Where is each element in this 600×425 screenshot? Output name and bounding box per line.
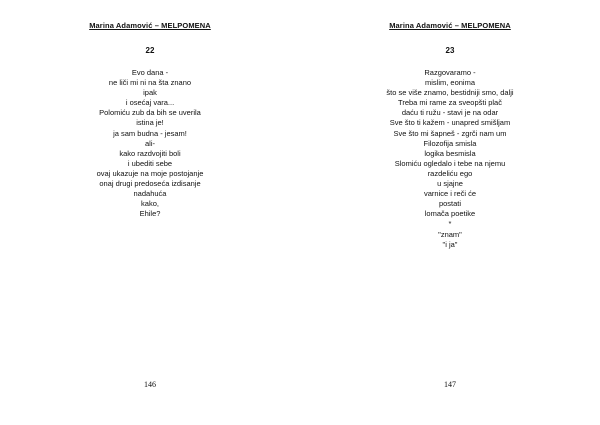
poem-line: nadahuća — [133, 189, 167, 199]
poem-line: Evo dana - — [131, 68, 169, 77]
poem-line: ovaj ukazuje na moje postojanje — [96, 168, 204, 178]
poem-line: "i ja" — [442, 239, 458, 249]
poem-text — [0, 68, 300, 219]
poem-line: kako razdvojiti boli — [119, 148, 181, 158]
poem-line: postati — [438, 199, 462, 209]
poem-line: Treba mi rame za sveopšti plač — [398, 98, 502, 108]
poem-text — [300, 68, 600, 250]
poem-line: u sjajne — [437, 179, 463, 189]
poem-line: razdeliću ego — [427, 168, 473, 178]
poem-line: daću ti ružu - stavi je na odar — [401, 108, 499, 118]
poem-line: Slomiću ogledalo i tebe na njemu — [394, 158, 506, 168]
poem-line: istina je! — [136, 118, 164, 128]
poem-line: onaj drugi predoseća izdisanje — [99, 179, 201, 189]
poem-line: "znam" — [438, 229, 462, 239]
poem-line: i ubediti sebe — [127, 158, 173, 168]
poem-line: ne liči mi ni na šta znano — [108, 78, 192, 88]
page-header: Marina Adamović – MELPOMENA — [89, 21, 211, 30]
poem-line: Polomiću zub da bih se uverila — [99, 108, 201, 118]
page-header: Marina Adamović – MELPOMENA — [389, 21, 511, 30]
poem-line: što se više znamo, bestidniji smo, dalji — [386, 88, 514, 98]
poem-line: ipak — [143, 88, 157, 98]
poem-line: kako, — [141, 199, 159, 209]
poem-line: varnice i reči će — [423, 189, 477, 199]
poem-line: logika besmisla — [424, 148, 476, 158]
poem-line: lomača poetike — [424, 209, 476, 219]
page-number: 146 — [144, 380, 156, 389]
poem-line: ja sam budna - jesam! — [113, 128, 187, 138]
poem-line: Ehile? — [139, 209, 161, 219]
poem-line: i osećaj vara... — [125, 98, 175, 108]
poem-line: * — [448, 219, 452, 229]
page-number: 147 — [444, 380, 456, 389]
poem-number: 23 — [445, 46, 455, 55]
poem-line: Filozofija smisla — [423, 138, 477, 148]
poem-line: Sve što ti kažem - unapred smišljam — [389, 118, 511, 128]
poem-line: Sve što mi šapneš - zgrči nam um — [393, 128, 507, 138]
poem-line: ali- — [144, 138, 155, 148]
right-page — [300, 0, 600, 425]
poem-line: Razgovaramo - — [424, 68, 476, 77]
poem-line: mislim, eonima — [424, 78, 475, 88]
poem-number: 22 — [145, 46, 155, 55]
